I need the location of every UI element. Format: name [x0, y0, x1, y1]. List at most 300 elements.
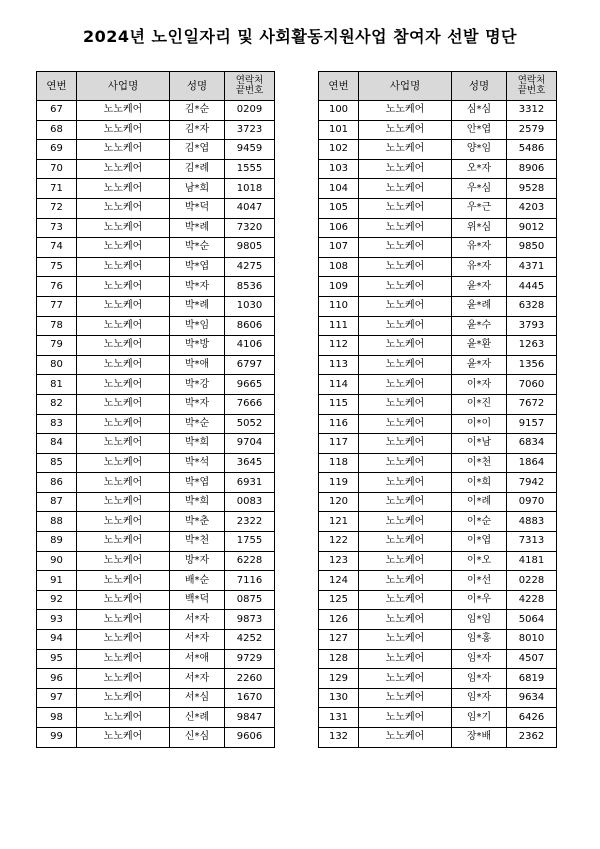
- table-row: [319, 316, 557, 336]
- table-row: [37, 316, 275, 336]
- cell-name: 박*엽: [170, 473, 225, 493]
- table-row: [319, 179, 557, 199]
- cell-business: 노노케어: [359, 336, 452, 356]
- table-row: [37, 473, 275, 493]
- cell-name: 김*자: [170, 120, 225, 140]
- cell-phone: 3312: [507, 101, 557, 121]
- table-row: [319, 610, 557, 630]
- cell-phone: 8906: [507, 159, 557, 179]
- cell-phone: 4181: [507, 551, 557, 571]
- cell-name: 임*임: [452, 610, 507, 630]
- table-row: [319, 394, 557, 414]
- cell-name: 백*덕: [170, 590, 225, 610]
- cell-name: 임*자: [452, 669, 507, 689]
- cell-name: 박*순: [170, 238, 225, 258]
- cell-name: 임*홍: [452, 630, 507, 650]
- cell-name: 박*임: [170, 316, 225, 336]
- cell-phone: 8010: [507, 630, 557, 650]
- cell-name: 이*이: [452, 414, 507, 434]
- cell-phone: 4252: [225, 630, 275, 650]
- header-phone: [225, 72, 275, 101]
- cell-phone: 5064: [507, 610, 557, 630]
- table-row: [319, 571, 557, 591]
- cell-business: 노노케어: [77, 316, 170, 336]
- cell-phone: 7320: [225, 218, 275, 238]
- table-row: [319, 453, 557, 473]
- table-row: [319, 512, 557, 532]
- cell-phone: 9850: [507, 238, 557, 258]
- table-row: [319, 120, 557, 140]
- cell-name: 박*례: [170, 296, 225, 316]
- cell-no: 79: [37, 336, 77, 356]
- table-row: [319, 296, 557, 316]
- cell-name: 이*엽: [452, 532, 507, 552]
- table-row: [319, 140, 557, 160]
- cell-name: 이*례: [452, 492, 507, 512]
- roster-table-left: [36, 71, 275, 748]
- cell-phone: 0228: [507, 571, 557, 591]
- cell-phone: 0083: [225, 492, 275, 512]
- cell-phone: 1755: [225, 532, 275, 552]
- cell-phone: 7116: [225, 571, 275, 591]
- cell-business: 노노케어: [77, 434, 170, 454]
- cell-no: 101: [319, 120, 359, 140]
- cell-business: 노노케어: [359, 316, 452, 336]
- cell-no: 99: [37, 728, 77, 748]
- cell-name: 이*오: [452, 551, 507, 571]
- cell-business: 노노케어: [77, 512, 170, 532]
- cell-business: 노노케어: [77, 532, 170, 552]
- table-row: [319, 218, 557, 238]
- cell-no: 97: [37, 688, 77, 708]
- cell-name: 방*자: [170, 551, 225, 571]
- cell-phone: 1864: [507, 453, 557, 473]
- cell-name: 서*애: [170, 649, 225, 669]
- table-row: [319, 492, 557, 512]
- cell-no: 104: [319, 179, 359, 199]
- cell-name: 박*방: [170, 336, 225, 356]
- header-phone-line2: 끝번호: [517, 85, 546, 96]
- table-row: [319, 649, 557, 669]
- cell-name: 김*순: [170, 101, 225, 121]
- cell-phone: 7672: [507, 394, 557, 414]
- cell-business: 노노케어: [77, 551, 170, 571]
- cell-business: 노노케어: [77, 140, 170, 160]
- cell-name: 박*희: [170, 492, 225, 512]
- table-row: [319, 669, 557, 689]
- cell-no: 71: [37, 179, 77, 199]
- cell-business: 노노케어: [359, 649, 452, 669]
- cell-business: 노노케어: [359, 453, 452, 473]
- header-name: 성명: [170, 72, 225, 101]
- cell-name: 이*진: [452, 394, 507, 414]
- cell-name: 박*덕: [170, 198, 225, 218]
- table-row: [37, 492, 275, 512]
- cell-name: 윤*자: [452, 277, 507, 297]
- cell-name: 임*자: [452, 688, 507, 708]
- cell-no: 73: [37, 218, 77, 238]
- cell-name: 이*선: [452, 571, 507, 591]
- cell-name: 박*례: [170, 218, 225, 238]
- table-row: [319, 277, 557, 297]
- cell-business: 노노케어: [77, 414, 170, 434]
- cell-no: 103: [319, 159, 359, 179]
- cell-phone: 6228: [225, 551, 275, 571]
- cell-phone: 9012: [507, 218, 557, 238]
- cell-no: 90: [37, 551, 77, 571]
- cell-no: 92: [37, 590, 77, 610]
- table-row: [37, 728, 275, 748]
- cell-name: 신*심: [170, 728, 225, 748]
- cell-no: 84: [37, 434, 77, 454]
- cell-phone: 3723: [225, 120, 275, 140]
- table-row: [319, 532, 557, 552]
- cell-business: 노노케어: [359, 394, 452, 414]
- table-row: [319, 198, 557, 218]
- cell-name: 서*심: [170, 688, 225, 708]
- roster-body-left: [37, 101, 275, 748]
- cell-name: 박*자: [170, 277, 225, 297]
- cell-no: 114: [319, 375, 359, 395]
- cell-no: 88: [37, 512, 77, 532]
- cell-business: 노노케어: [359, 512, 452, 532]
- cell-business: 노노케어: [77, 590, 170, 610]
- cell-no: 115: [319, 394, 359, 414]
- cell-name: 배*순: [170, 571, 225, 591]
- cell-name: 유*자: [452, 257, 507, 277]
- table-row: [37, 355, 275, 375]
- table-row: [319, 434, 557, 454]
- cell-no: 93: [37, 610, 77, 630]
- cell-business: 노노케어: [359, 610, 452, 630]
- cell-business: 노노케어: [359, 728, 452, 748]
- cell-business: 노노케어: [359, 277, 452, 297]
- cell-name: 서*자: [170, 669, 225, 689]
- table-row: [37, 512, 275, 532]
- cell-no: 111: [319, 316, 359, 336]
- cell-phone: 7942: [507, 473, 557, 493]
- cell-phone: 6819: [507, 669, 557, 689]
- cell-business: 노노케어: [77, 688, 170, 708]
- cell-name: 양*임: [452, 140, 507, 160]
- page-title: 2024년 노인일자리 및 사회활동지원사업 참여자 선발 명단: [83, 27, 517, 46]
- cell-business: 노노케어: [77, 728, 170, 748]
- cell-no: 132: [319, 728, 359, 748]
- cell-business: 노노케어: [359, 140, 452, 160]
- cell-business: 노노케어: [359, 473, 452, 493]
- cell-phone: 9873: [225, 610, 275, 630]
- cell-business: 노노케어: [77, 238, 170, 258]
- cell-phone: 1555: [225, 159, 275, 179]
- cell-phone: 7666: [225, 394, 275, 414]
- cell-no: 108: [319, 257, 359, 277]
- cell-business: 노노케어: [77, 571, 170, 591]
- table-row: [37, 179, 275, 199]
- cell-no: 74: [37, 238, 77, 258]
- cell-phone: 4371: [507, 257, 557, 277]
- table-row: [37, 630, 275, 650]
- table-header-row: [319, 72, 557, 101]
- cell-business: 노노케어: [359, 571, 452, 591]
- cell-name: 윤*례: [452, 296, 507, 316]
- table-row: [319, 238, 557, 258]
- cell-phone: 9634: [507, 688, 557, 708]
- cell-name: 윤*수: [452, 316, 507, 336]
- cell-business: 노노케어: [77, 492, 170, 512]
- cell-phone: 6328: [507, 296, 557, 316]
- cell-no: 96: [37, 669, 77, 689]
- table-row: [37, 336, 275, 356]
- cell-no: 121: [319, 512, 359, 532]
- cell-business: 노노케어: [359, 257, 452, 277]
- table-row: [319, 355, 557, 375]
- table-row: [319, 473, 557, 493]
- cell-no: 118: [319, 453, 359, 473]
- cell-business: 노노케어: [77, 708, 170, 728]
- roster-body-right: [319, 101, 557, 748]
- cell-business: 노노케어: [359, 375, 452, 395]
- cell-phone: 9528: [507, 179, 557, 199]
- cell-phone: 4228: [507, 590, 557, 610]
- cell-no: 95: [37, 649, 77, 669]
- cell-no: 89: [37, 532, 77, 552]
- cell-phone: 4106: [225, 336, 275, 356]
- cell-no: 75: [37, 257, 77, 277]
- cell-business: 노노케어: [359, 708, 452, 728]
- cell-phone: 5052: [225, 414, 275, 434]
- cell-phone: 0209: [225, 101, 275, 121]
- cell-name: 박*천: [170, 532, 225, 552]
- cell-business: 노노케어: [77, 610, 170, 630]
- table-row: [319, 728, 557, 748]
- table-row: [37, 296, 275, 316]
- table-row: [37, 610, 275, 630]
- cell-business: 노노케어: [359, 355, 452, 375]
- cell-business: 노노케어: [359, 434, 452, 454]
- cell-name: 이*우: [452, 590, 507, 610]
- header-phone-line1: 연락처: [235, 75, 264, 86]
- cell-no: 127: [319, 630, 359, 650]
- cell-phone: 1670: [225, 688, 275, 708]
- table-row: [319, 336, 557, 356]
- cell-business: 노노케어: [359, 551, 452, 571]
- table-row: [37, 159, 275, 179]
- cell-no: 130: [319, 688, 359, 708]
- cell-name: 박*강: [170, 375, 225, 395]
- cell-business: 노노케어: [359, 101, 452, 121]
- cell-business: 노노케어: [77, 218, 170, 238]
- cell-phone: 3793: [507, 316, 557, 336]
- cell-phone: 1356: [507, 355, 557, 375]
- cell-name: 윤*환: [452, 336, 507, 356]
- table-row: [319, 708, 557, 728]
- cell-business: 노노케어: [359, 669, 452, 689]
- cell-business: 노노케어: [77, 355, 170, 375]
- cell-business: 노노케어: [77, 453, 170, 473]
- cell-phone: 2260: [225, 669, 275, 689]
- table-row: [319, 257, 557, 277]
- cell-business: 노노케어: [77, 394, 170, 414]
- table-row: [37, 375, 275, 395]
- cell-no: 78: [37, 316, 77, 336]
- cell-name: 이*천: [452, 453, 507, 473]
- cell-name: 서*자: [170, 610, 225, 630]
- cell-no: 125: [319, 590, 359, 610]
- cell-phone: 0970: [507, 492, 557, 512]
- cell-phone: 1030: [225, 296, 275, 316]
- table-row: [37, 140, 275, 160]
- cell-name: 위*심: [452, 218, 507, 238]
- cell-phone: 4883: [507, 512, 557, 532]
- roster-table-right: [318, 71, 557, 748]
- cell-name: 박*애: [170, 355, 225, 375]
- table-row: [319, 414, 557, 434]
- cell-phone: 9805: [225, 238, 275, 258]
- cell-business: 노노케어: [359, 688, 452, 708]
- cell-business: 노노케어: [77, 101, 170, 121]
- cell-no: 126: [319, 610, 359, 630]
- table-row: [37, 669, 275, 689]
- cell-phone: 9729: [225, 649, 275, 669]
- cell-business: 노노케어: [359, 532, 452, 552]
- table-row: [37, 708, 275, 728]
- table-row: [37, 590, 275, 610]
- cell-no: 69: [37, 140, 77, 160]
- cell-no: 98: [37, 708, 77, 728]
- cell-name: 심*심: [452, 101, 507, 121]
- table-row: [37, 649, 275, 669]
- cell-name: 안*엽: [452, 120, 507, 140]
- header-no: 연번: [37, 72, 77, 101]
- header-phone: [507, 72, 557, 101]
- cell-name: 유*자: [452, 238, 507, 258]
- cell-no: 109: [319, 277, 359, 297]
- cell-business: 노노케어: [359, 296, 452, 316]
- cell-phone: 7060: [507, 375, 557, 395]
- cell-no: 110: [319, 296, 359, 316]
- table-row: [319, 159, 557, 179]
- cell-name: 장*배: [452, 728, 507, 748]
- cell-no: 120: [319, 492, 359, 512]
- cell-name: 김*례: [170, 159, 225, 179]
- cell-business: 노노케어: [77, 649, 170, 669]
- table-header-row: [37, 72, 275, 101]
- cell-name: 김*엽: [170, 140, 225, 160]
- cell-phone: 9704: [225, 434, 275, 454]
- cell-no: 67: [37, 101, 77, 121]
- cell-no: 91: [37, 571, 77, 591]
- cell-phone: 9847: [225, 708, 275, 728]
- cell-name: 박*순: [170, 414, 225, 434]
- cell-no: 106: [319, 218, 359, 238]
- cell-business: 노노케어: [359, 179, 452, 199]
- cell-name: 박*자: [170, 394, 225, 414]
- table-row: [37, 257, 275, 277]
- cell-business: 노노케어: [359, 218, 452, 238]
- cell-no: 80: [37, 355, 77, 375]
- cell-no: 119: [319, 473, 359, 493]
- cell-name: 박*석: [170, 453, 225, 473]
- cell-no: 94: [37, 630, 77, 650]
- cell-business: 노노케어: [77, 473, 170, 493]
- cell-phone: 6426: [507, 708, 557, 728]
- cell-name: 이*자: [452, 375, 507, 395]
- cell-business: 노노케어: [77, 296, 170, 316]
- cell-phone: 1018: [225, 179, 275, 199]
- table-row: [319, 101, 557, 121]
- cell-phone: 0875: [225, 590, 275, 610]
- cell-no: 122: [319, 532, 359, 552]
- table-row: [37, 571, 275, 591]
- cell-phone: 6931: [225, 473, 275, 493]
- cell-no: 123: [319, 551, 359, 571]
- cell-no: 87: [37, 492, 77, 512]
- cell-phone: 9459: [225, 140, 275, 160]
- cell-phone: 6834: [507, 434, 557, 454]
- table-row: [319, 551, 557, 571]
- cell-no: 105: [319, 198, 359, 218]
- header-business: 사업명: [359, 72, 452, 101]
- cell-no: 128: [319, 649, 359, 669]
- cell-no: 82: [37, 394, 77, 414]
- cell-no: 72: [37, 198, 77, 218]
- cell-no: 129: [319, 669, 359, 689]
- cell-name: 임*자: [452, 649, 507, 669]
- table-row: [37, 238, 275, 258]
- table-row: [319, 375, 557, 395]
- cell-name: 이*희: [452, 473, 507, 493]
- cell-no: 76: [37, 277, 77, 297]
- table-row: [37, 532, 275, 552]
- cell-no: 83: [37, 414, 77, 434]
- table-row: [37, 688, 275, 708]
- cell-no: 131: [319, 708, 359, 728]
- cell-phone: 2362: [507, 728, 557, 748]
- cell-name: 박*춘: [170, 512, 225, 532]
- cell-phone: 4275: [225, 257, 275, 277]
- cell-phone: 5486: [507, 140, 557, 160]
- cell-name: 오*자: [452, 159, 507, 179]
- cell-business: 노노케어: [77, 179, 170, 199]
- cell-phone: 9157: [507, 414, 557, 434]
- table-row: [319, 688, 557, 708]
- table-row: [37, 120, 275, 140]
- cell-no: 100: [319, 101, 359, 121]
- cell-phone: 7313: [507, 532, 557, 552]
- table-row: [37, 198, 275, 218]
- cell-business: 노노케어: [359, 159, 452, 179]
- cell-name: 우*심: [452, 179, 507, 199]
- cell-phone: 8536: [225, 277, 275, 297]
- table-row: [37, 551, 275, 571]
- cell-phone: 6797: [225, 355, 275, 375]
- cell-name: 윤*자: [452, 355, 507, 375]
- cell-business: 노노케어: [77, 198, 170, 218]
- cell-no: 116: [319, 414, 359, 434]
- table-row: [319, 590, 557, 610]
- cell-no: 107: [319, 238, 359, 258]
- cell-business: 노노케어: [359, 414, 452, 434]
- cell-business: 노노케어: [77, 336, 170, 356]
- cell-name: 서*자: [170, 630, 225, 650]
- cell-business: 노노케어: [77, 375, 170, 395]
- cell-name: 박*희: [170, 434, 225, 454]
- cell-phone: 8606: [225, 316, 275, 336]
- header-no: 연번: [319, 72, 359, 101]
- table-row: [37, 453, 275, 473]
- table-row: [37, 218, 275, 238]
- cell-phone: 2322: [225, 512, 275, 532]
